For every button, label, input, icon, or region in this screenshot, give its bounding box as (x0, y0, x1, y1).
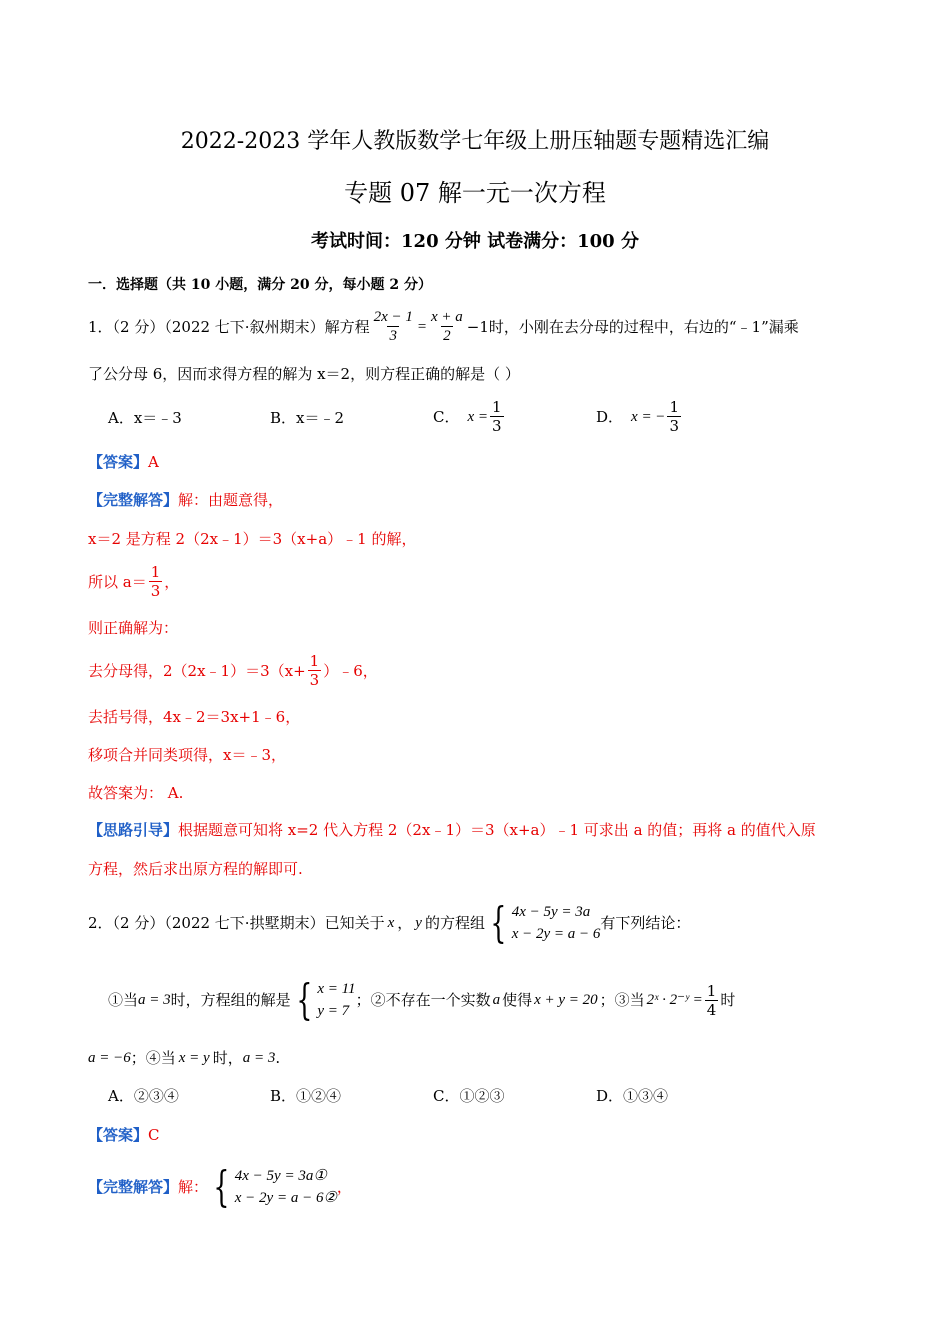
q2-l3-mid: ；④当 (130, 1049, 176, 1067)
q1-option-c-var: x = (467, 408, 489, 425)
q1-solution-text1: 解：由题意得， (178, 491, 284, 509)
q2-c3-frac (705, 982, 719, 1019)
q2-solution-tag: 【完整解答】 (88, 1178, 179, 1196)
q1-solution-line6: 去括号得，4x﹣2＝3x+1﹣6， (88, 708, 301, 726)
q2-c2-a: a (492, 992, 501, 1008)
q2-system: { 4x − 5y = 3a x − 2y = a − 6 (490, 898, 601, 947)
q1-frac1-num: 2x − 1 (373, 309, 413, 325)
q1-option-c-label: C． (433, 407, 460, 426)
q1-stem-line1 (88, 308, 799, 345)
q2-l3-end: . (275, 1049, 281, 1067)
q1-solution-line3-post: ， (164, 572, 180, 591)
section-heading: 一．选择题（共 10 小题，满分 20 分，每小题 2 分） (88, 277, 432, 293)
q2-l3-a2: a = 3 (242, 1050, 276, 1066)
q1-solution-line3 (88, 563, 179, 600)
q2-c2-pre: ；②不存在一个实数 (355, 991, 491, 1009)
q2-c3-post: 时 (720, 991, 736, 1009)
q1-frac1-den: 3 (389, 328, 397, 344)
q1-solution-line8: 故答案为： A. (88, 784, 184, 802)
q1-equals: = (416, 318, 427, 335)
q2-c1-row2: y = 7 (317, 1003, 350, 1019)
q2-var-y: y (415, 915, 422, 931)
q1-solution-line5 (88, 652, 378, 689)
q1-hint-text1: 根据题意可知将 x=2 代入方程 2（2x﹣1）＝3（x+a）﹣1 可求出 a 的值；再将 a 的值代入原 (178, 821, 816, 839)
q2-c3-den: 4 (706, 1000, 717, 1019)
q1-fraction-right (429, 308, 465, 345)
q1-frac2-num: x + a (430, 309, 463, 325)
q2-c1-row1: x = 11 (317, 981, 356, 997)
q2-option-c: C．①②③ (433, 1087, 505, 1105)
q2-c2-mid: 使得 (502, 991, 533, 1009)
q2-solution-post: ， (336, 1178, 352, 1196)
q1-solution-line5-num: 1 (309, 652, 320, 670)
q1-solution-line3-frac (149, 563, 163, 600)
q1-option-a: A．x＝﹣3 (108, 409, 182, 427)
q1-solution-line3-pre: 所以 a＝ (88, 572, 147, 591)
q1-stem-line2: 了公分母 6，因而求得方程的解为 x＝2，则方程正确的解是（ ） (88, 365, 520, 383)
q2-comma: ， (397, 914, 413, 932)
q2-conclusions-line2 (88, 1048, 280, 1068)
q2-l3-a: a = −6 (88, 1050, 131, 1066)
q1-option-c-den: 3 (492, 417, 502, 435)
doc-subtitle: 专题 07 解一元一次方程 (344, 179, 606, 207)
q1-solution-line7: 移项合并同类项得，x＝﹣3， (88, 746, 287, 764)
q2-option-a: A．②③④ (108, 1087, 179, 1105)
q2-answer (88, 1125, 160, 1145)
q2-l3-eq: x = y (178, 1050, 210, 1066)
q1-hint-line2: 方程，然后求出原方程的解即可. (88, 860, 303, 878)
q2-system-row2: x − 2y = a − 6 (511, 926, 601, 942)
q2-option-b: B．①②④ (270, 1087, 342, 1105)
q2-answer-value: C (148, 1126, 160, 1144)
q2-answer-tag: 【答案】 (88, 1126, 149, 1144)
q1-option-b: B．x＝﹣2 (270, 409, 345, 427)
q1-solution-line5-post: ）﹣6， (323, 661, 378, 680)
q1-solution-line3-num: 1 (150, 563, 161, 581)
q2-system-row1: 4x − 5y = 3a (511, 904, 591, 920)
q1-fraction-left (372, 308, 415, 345)
q2-c1-a: a = 3 (138, 992, 171, 1008)
q1-answer (88, 452, 159, 472)
q1-solution-line5-pre: 去分母得，2（2x﹣1）＝3（x+ (88, 661, 306, 680)
q1-tail: −1时，小刚在去分母的过程中，右边的“﹣1”漏乘 (466, 317, 799, 336)
q1-solution-line2: x＝2 是方程 2（2x﹣1）＝3（x+a）﹣1 的解， (88, 530, 417, 548)
q1-option-d-var: x = − (631, 408, 666, 425)
q2-prefix: 2．（2 分）（2022 七下·拱墅期末）已知关于 (88, 914, 385, 932)
q1-answer-tag: 【答案】 (88, 453, 149, 471)
q1-option-c-num: 1 (492, 398, 502, 416)
q1-solution-line5-frac (308, 652, 322, 689)
q2-c3-num: 1 (706, 981, 717, 1000)
q1-frac2-den: 2 (443, 328, 451, 344)
q2-conclusions-line (108, 975, 736, 1024)
q2-mid: 的方程组 (424, 914, 485, 932)
q1-solution-line1 (88, 490, 283, 510)
q2-option-d: D．①③④ (596, 1087, 669, 1105)
q1-option-c-frac (490, 398, 504, 435)
q1-solution-line3-den: 3 (150, 582, 161, 600)
doc-title: 2022-2023 学年人教版数学七年级上册压轴题专题精选汇编 (180, 129, 770, 154)
q1-hint-tag: 【思路引导】 (88, 821, 179, 839)
q2-solution-pre: 解： (178, 1178, 209, 1196)
q2-c1-solution: { x = 11 y = 7 (296, 975, 356, 1024)
exam-info: 考试时间：120 分钟 试卷满分：100 分 (311, 231, 639, 252)
q1-solution-line5-den: 3 (309, 671, 320, 689)
q1-solution-line4: 则正确解为： (88, 619, 179, 637)
q2-c1-mid: 时，方程组的解是 (170, 991, 291, 1009)
q2-c3-expr: 2ˣ · 2⁻ʸ = (646, 992, 703, 1008)
q1-prefix: 1．（2 分）（2022 七下·叙州期末）解方程 (88, 317, 370, 336)
q1-answer-value: A (148, 453, 159, 471)
q2-l3-mid2: 时， (212, 1049, 243, 1067)
q1-option-d-num: 1 (669, 398, 679, 416)
q1-option-d-label: D． (596, 407, 624, 426)
q2-solution-line1 (88, 1162, 352, 1211)
q1-solution-tag: 【完整解答】 (88, 491, 179, 509)
q1-option-c (433, 398, 506, 435)
q2-solution-row1: 4x − 5y = 3a① (234, 1168, 327, 1184)
q2-tail: 有下列结论： (600, 914, 691, 932)
q1-option-d-frac (667, 398, 681, 435)
q1-option-d-den: 3 (669, 417, 679, 435)
q2-var-x: x (387, 915, 395, 931)
q2-stem-line1 (88, 898, 691, 947)
q2-c3-pre: ；③当 (599, 991, 645, 1009)
q2-c2-eq: x + y = 20 (534, 992, 598, 1008)
q1-hint-line1 (88, 820, 816, 840)
q1-option-d (596, 398, 683, 435)
q2-c1-pre: ①当 (108, 991, 139, 1009)
q2-solution-row2: x − 2y = a − 6② (234, 1190, 337, 1206)
q2-solution-system: { 4x − 5y = 3a① x − 2y = a − 6② (213, 1162, 337, 1211)
